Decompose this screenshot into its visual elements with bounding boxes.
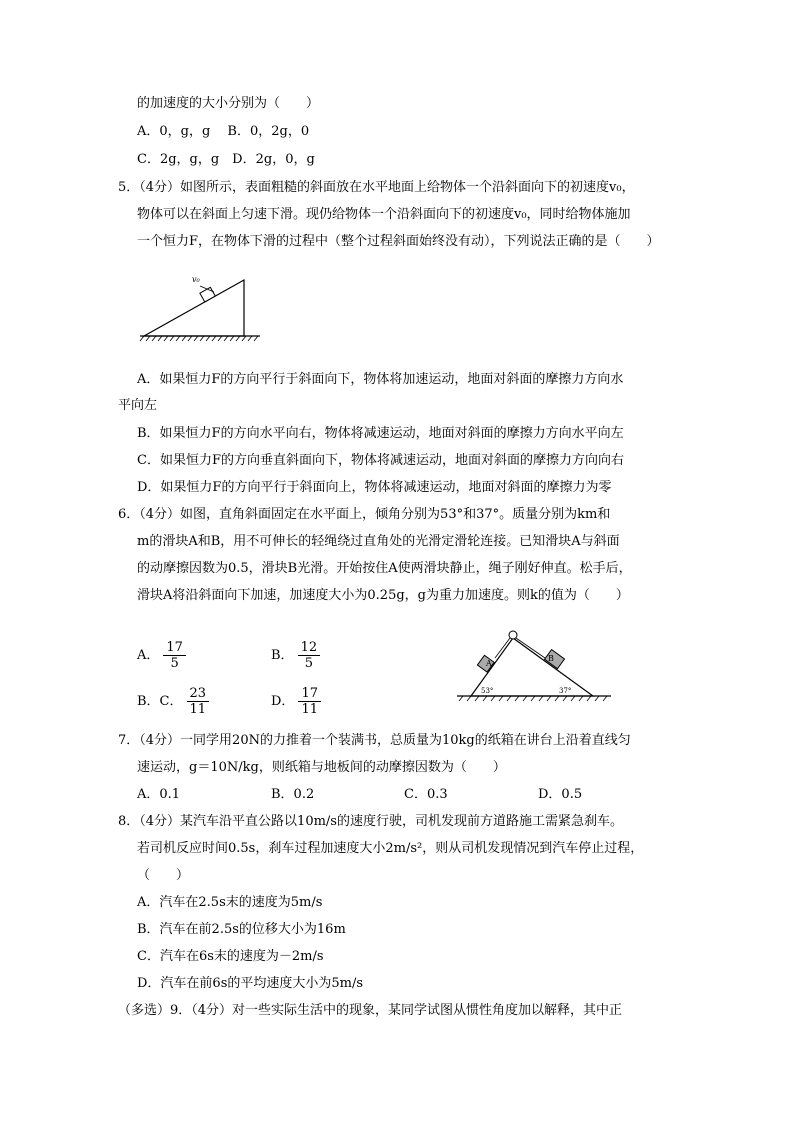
q7-option-b: B．0.2 bbox=[271, 787, 315, 802]
q6-option-b-denominator: 5 bbox=[304, 656, 313, 671]
q4-options-row1: A．0，g，g B．0，2g，0 bbox=[137, 124, 310, 139]
q8-stem-line1: 8．（4分）某汽车沿平直公路以10m/s的速度行驶，司机发现前方道路施工需紧急刹车。 bbox=[118, 814, 623, 829]
block-b bbox=[544, 649, 565, 669]
q6-option-d bbox=[271, 686, 321, 717]
q6-option-b-fraction bbox=[298, 640, 321, 671]
q6-option-d-denominator: 11 bbox=[301, 702, 318, 717]
rope-right bbox=[516, 638, 545, 658]
q5-option-c: C．如果恒力F的方向垂直斜面向下，物体将减速运动，地面对斜面的摩擦力方向向右 bbox=[137, 453, 624, 468]
q6-stem-line1: 6．（4分）如图，直角斜面固定在水平面上，倾角分别为53°和37°。质量分别为km和 bbox=[118, 507, 611, 522]
q8-option-c: C．汽车在6s末的速度为－2m/s bbox=[137, 949, 324, 964]
q6-stem-line3: 的动摩擦因数为0.5，滑块B光滑。开始按住A使两滑块静止，绳子刚好伸直。松手后， bbox=[137, 561, 632, 576]
q6-option-b-numerator: 12 bbox=[298, 640, 321, 656]
block-a bbox=[477, 654, 496, 673]
q6-option-c-denominator: 11 bbox=[189, 702, 207, 717]
q6-option-a-numerator: 17 bbox=[163, 640, 186, 656]
q7-stem-line1: 7．（4分）一同学用20N的力推着一个装满书，总质量为10kg的纸箱在讲台上沿着直线匀 bbox=[118, 733, 631, 748]
ground-line bbox=[140, 336, 260, 341]
q5-stem-line3: 一个恒力F，在物体下滑的过程中（整个过程斜面始终没有动），下列说法正确的是（ ） bbox=[137, 234, 660, 249]
q7-option-a: A．0.1 bbox=[137, 787, 181, 802]
q4-options-row2: C．2g，g，g D．2g，0，g bbox=[137, 152, 315, 167]
q5-stem-line1: 5．（4分）如图所示，表面粗糙的斜面放在水平地面上给物体一个沿斜面向下的初速度v₀， bbox=[118, 180, 635, 195]
angle-37-label: 37° bbox=[559, 687, 572, 695]
q6-option-a-label: A． bbox=[137, 647, 160, 663]
q6-option-a bbox=[137, 640, 186, 671]
q6-option-d-numerator: 17 bbox=[298, 686, 321, 702]
q6-option-c-fraction bbox=[187, 686, 210, 717]
q6-option-a-fraction bbox=[163, 640, 186, 671]
block-a-label: A bbox=[486, 659, 492, 668]
q7-stem-line2: 速运动，g＝10N/kg，则纸箱与地板间的动摩擦因数为（ ） bbox=[137, 760, 506, 775]
q6-right-angle-incline-figure bbox=[455, 628, 613, 702]
q6-option-c-label: B．C． bbox=[137, 693, 183, 709]
q5-option-a-line1: A．如果恒力F的方向平行于斜面向下，物体将加速运动，地面对斜面的摩擦力方向水 bbox=[137, 372, 624, 387]
angle-53-label: 53° bbox=[481, 687, 494, 695]
q6-stem-line2: m的滑块A和B，用不可伸长的轻绳绕过直角处的光滑定滑轮连接。已知滑块A与斜面 bbox=[137, 534, 620, 549]
q8-stem-line3: （ ） bbox=[137, 868, 190, 883]
q6-option-d-fraction bbox=[298, 686, 321, 717]
q6-option-b-label: B． bbox=[271, 647, 294, 663]
q5-stem-line2: 物体可以在斜面上匀速下滑。现仍给物体一个沿斜面向下的初速度v₀，同时给物体施加 bbox=[137, 207, 631, 222]
rope-left bbox=[495, 638, 510, 658]
q8-option-d: D．汽车在前6s的平均速度大小为5m/s bbox=[137, 976, 364, 991]
q7-option-c: C．0.3 bbox=[404, 787, 448, 802]
q5-option-b: B．如果恒力F的方向水平向右，物体将减速运动，地面对斜面的摩擦力方向水平向左 bbox=[137, 426, 624, 441]
q8-option-b: B．汽车在前2.5s的位移大小为16m bbox=[137, 922, 346, 937]
pulley bbox=[509, 631, 517, 639]
q5-option-a-line2: 平向左 bbox=[118, 398, 158, 413]
q8-option-a: A．汽车在2.5s末的速度为5m/s bbox=[137, 895, 323, 910]
ground-line bbox=[457, 696, 611, 701]
q5-option-d: D．如果恒力F的方向平行于斜面向上，物体将减速运动，地面对斜面的摩擦力为零 bbox=[137, 480, 612, 495]
q6-option-d-label: D． bbox=[271, 693, 295, 709]
q6-option-c-numerator: 23 bbox=[187, 686, 210, 702]
q6-option-c bbox=[137, 686, 209, 717]
v0-label: v₀ bbox=[192, 275, 200, 284]
block-b-label: B bbox=[548, 654, 554, 663]
q6-option-a-denominator: 5 bbox=[170, 656, 179, 671]
q9-stem-line1: （多选）9．（4分）对一些实际生活中的现象，某同学试图从惯性角度加以解释，其中正 bbox=[118, 1003, 623, 1018]
q8-stem-line2: 若司机反应时间0.5s，刹车过程加速度大小2m/s²，则从司机发现情况到汽车停止过程， bbox=[137, 841, 644, 856]
q5-incline-figure bbox=[138, 268, 262, 344]
incline-wedge bbox=[144, 280, 244, 336]
q6-stem-line4: 滑块A将沿斜面向下加速，加速度大小为0.25g，g为重力加速度。则k的值为（ ） bbox=[137, 588, 629, 603]
q7-option-d: D．0.5 bbox=[538, 787, 583, 802]
q6-option-b bbox=[271, 640, 320, 671]
q4-stem-tail: 的加速度的大小分别为（ ） bbox=[137, 96, 320, 111]
